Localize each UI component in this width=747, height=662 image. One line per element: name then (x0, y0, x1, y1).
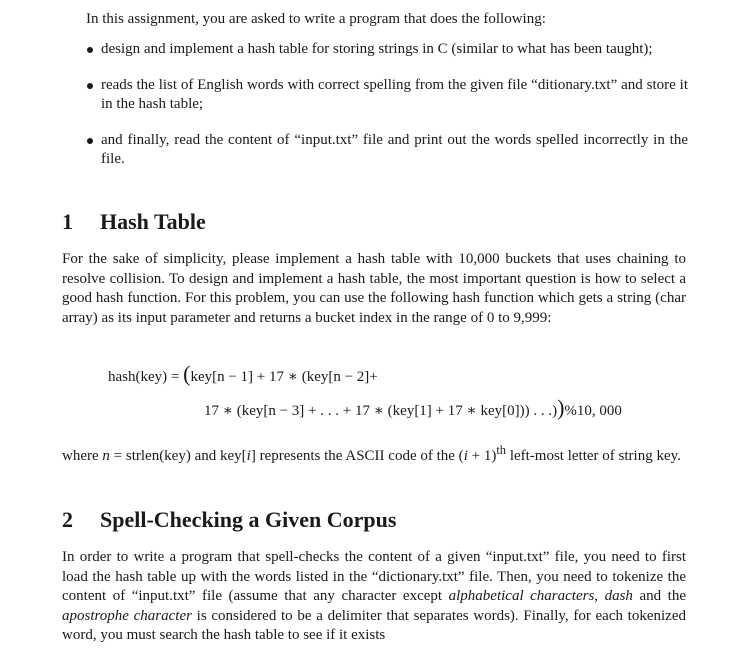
section-title: Spell-Checking a Given Corpus (100, 507, 397, 532)
math-var: i (246, 448, 251, 464)
text-run: left-most letter of string key. (506, 448, 681, 464)
section-number: 1 (62, 209, 73, 234)
task-item (86, 76, 688, 115)
task-item (86, 40, 688, 60)
text-run: is considered to be a delimiter that separates words). Finally, for each tokenized word, you must search the hash table to see if it exists (62, 607, 686, 643)
superscript: th (496, 443, 507, 457)
text-run: ] represents the ASCII code of the ( (250, 448, 464, 464)
intro-text: In this assignment, you are asked to write a program that does the following: (86, 11, 546, 27)
section-heading-hash-table (62, 209, 206, 235)
text-run: + 1) (467, 448, 497, 464)
emphasis: apostrophe character (62, 607, 192, 624)
section-title: Hash Table (100, 209, 206, 234)
task-text: and finally, read the content of “input.txt” file and print out the words spelled incorrectly in the file. (101, 131, 688, 167)
task-text: design and implement a hash table for storing strings in C (similar to what has been taught); (101, 41, 653, 57)
section-number: 2 (62, 507, 73, 532)
equation-continuation: 17 ∗ (key[n − 3] + . . . + 17 ∗ (key[1] + 17 ∗ key[0])) . . .) (204, 403, 558, 419)
where-paragraph (62, 441, 686, 467)
hash-table-paragraph: For the sake of simplicity, please implement a hash table with 10,000 buckets that uses chaining to resolve collision. To design and implement a hash table, the most important question is how to select a good hash function. For this problem, you can use the following hash function which gets a string (char array) as its input parameter and returns a bucket index in the range of 0 to 9,999: (62, 251, 686, 326)
task-item (86, 131, 688, 170)
emphasis: alphabetical characters, dash (448, 588, 633, 604)
section-heading-spell-checking (62, 507, 396, 533)
equation-lhs: hash(key) = (108, 369, 180, 385)
text-run: In order to write a program that spell-checks the content of a given “input.txt” file, you need to first load the hash table up with the words listed in the “dictionary.txt” file. Then, you need to tokenize the content of “input.txt” file (assume that any character except (62, 549, 686, 604)
task-text: reads the list of English words with correct spelling from the given file “ditionary.txt” and store it in the hash table; (101, 76, 688, 112)
equation-modulus: %10, 000 (564, 403, 622, 419)
hash-equation-line-2 (204, 397, 622, 422)
text-run: and the (632, 588, 686, 604)
bullet-icon (87, 138, 93, 144)
open-paren: ( (183, 361, 191, 386)
hash-equation-line-1 (108, 363, 378, 388)
task-list (86, 40, 688, 186)
close-paren: ) (557, 395, 565, 420)
bullet-icon (87, 47, 93, 53)
math-var: n (102, 448, 110, 464)
equation-rhs: key[n − 1] + 17 ∗ (key[n − 2]+ (190, 369, 378, 385)
math-var: i (463, 448, 468, 464)
spell-check-paragraph (62, 548, 686, 646)
text-run: where (62, 448, 103, 464)
text-run: = strlen(key) and key[ (109, 448, 247, 464)
bullet-icon (87, 83, 93, 89)
